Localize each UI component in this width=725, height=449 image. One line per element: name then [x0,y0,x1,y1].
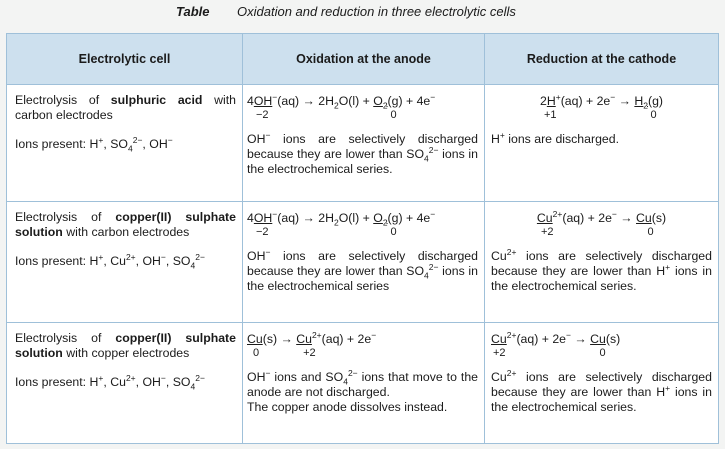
cathode-cell [485,202,719,323]
cathode-oxidation-numbers: +1 0 [544,109,657,121]
table-caption [0,4,725,22]
anode-equation: $Cu(s) \to Cu^{2+}(aq) + 2e^-$ [247,329,377,346]
header-oxidation-anode: Oxidation at the anode [243,34,485,85]
cell-title: Electrolysis of copper(II) sulphate solution with carbon electrodes [15,210,236,239]
cathode-cell [485,323,719,444]
caption-label: Table [176,4,210,19]
cathode-note: $Cu^{2+}$ ions are selectively discharged because they are lower than H+ ions in the electrochemical series. [491,246,712,293]
cell-description [7,323,243,444]
table-row [7,202,719,323]
anode-oxidation-numbers: −2 0 [256,226,397,238]
table-row [7,323,719,444]
cathode-note: $Cu^{2+}$ ions are selectively discharged because they are lower than H+ ions in the electrochemical series. [491,367,712,414]
electrolytic-cells-table [6,33,719,444]
anode-note: OH− ions and $SO_4^{2-}$ ions that move to the anode are not discharged. The copper anode dissolves instead. [247,367,479,414]
cell-title: Electrolysis of sulphuric acid with carbon electrodes [15,93,236,122]
cathode-oxidation-numbers: +2 0 [493,347,606,359]
ions-present: Ions present: H+, $Cu^{2+}$, OH−, $SO_4^{2-}$ [15,372,205,392]
header-row [7,34,719,85]
anode-cell [243,85,485,202]
anode-equation: $4OH^-(aq) \to 2H_2O(l) + O_2(g) + 4e^-$ [247,91,436,111]
anode-equation: $4OH^-(aq) \to 2H_2O(l) + O_2(g) + 4e^-$ [247,208,436,228]
cathode-equation: $2H^+(aq) + 2e^- \to H_2(g)$ [539,91,664,111]
table-row [7,85,719,202]
anode-note: OH− ions are selectively discharged because they are lower than $SO_4^{2-}$ ions in the electrochemical series. [247,129,478,176]
cell-title: Electrolysis of copper(II) sulphate solution with copper electrodes [15,331,236,360]
cathode-cell [485,85,719,202]
header-reduction-cathode: Reduction at the cathode [485,34,719,85]
cell-description [7,85,243,202]
cathode-oxidation-numbers: +2 0 [541,226,654,238]
cathode-note: H+ ions are discharged. [491,129,620,146]
ions-present: Ions present: H+, $Cu^{2+}$, OH−, $SO_4^{2-}$ [15,251,205,271]
anode-oxidation-numbers: −2 0 [256,109,397,121]
cell-description [7,202,243,323]
anode-cell [243,202,485,323]
header-electrolytic-cell: Electrolytic cell [7,34,243,85]
cathode-equation: $Cu^{2+}(aq) + 2e^- \to Cu(s)$ [491,329,621,346]
ions-present: Ions present: H+, $SO_4^{2-}$, OH− [15,134,173,154]
caption-title: Oxidation and reduction in three electrolytic cells [237,4,516,19]
anode-cell [243,323,485,444]
anode-oxidation-numbers: 0 +2 [253,347,316,359]
cathode-equation: $Cu^{2+}(aq) + 2e^- \to Cu(s)$ [536,208,667,225]
anode-note: OH− ions are selectively discharged because they are lower than $SO_4^{2-}$ ions in the electrochemical series [247,246,478,293]
